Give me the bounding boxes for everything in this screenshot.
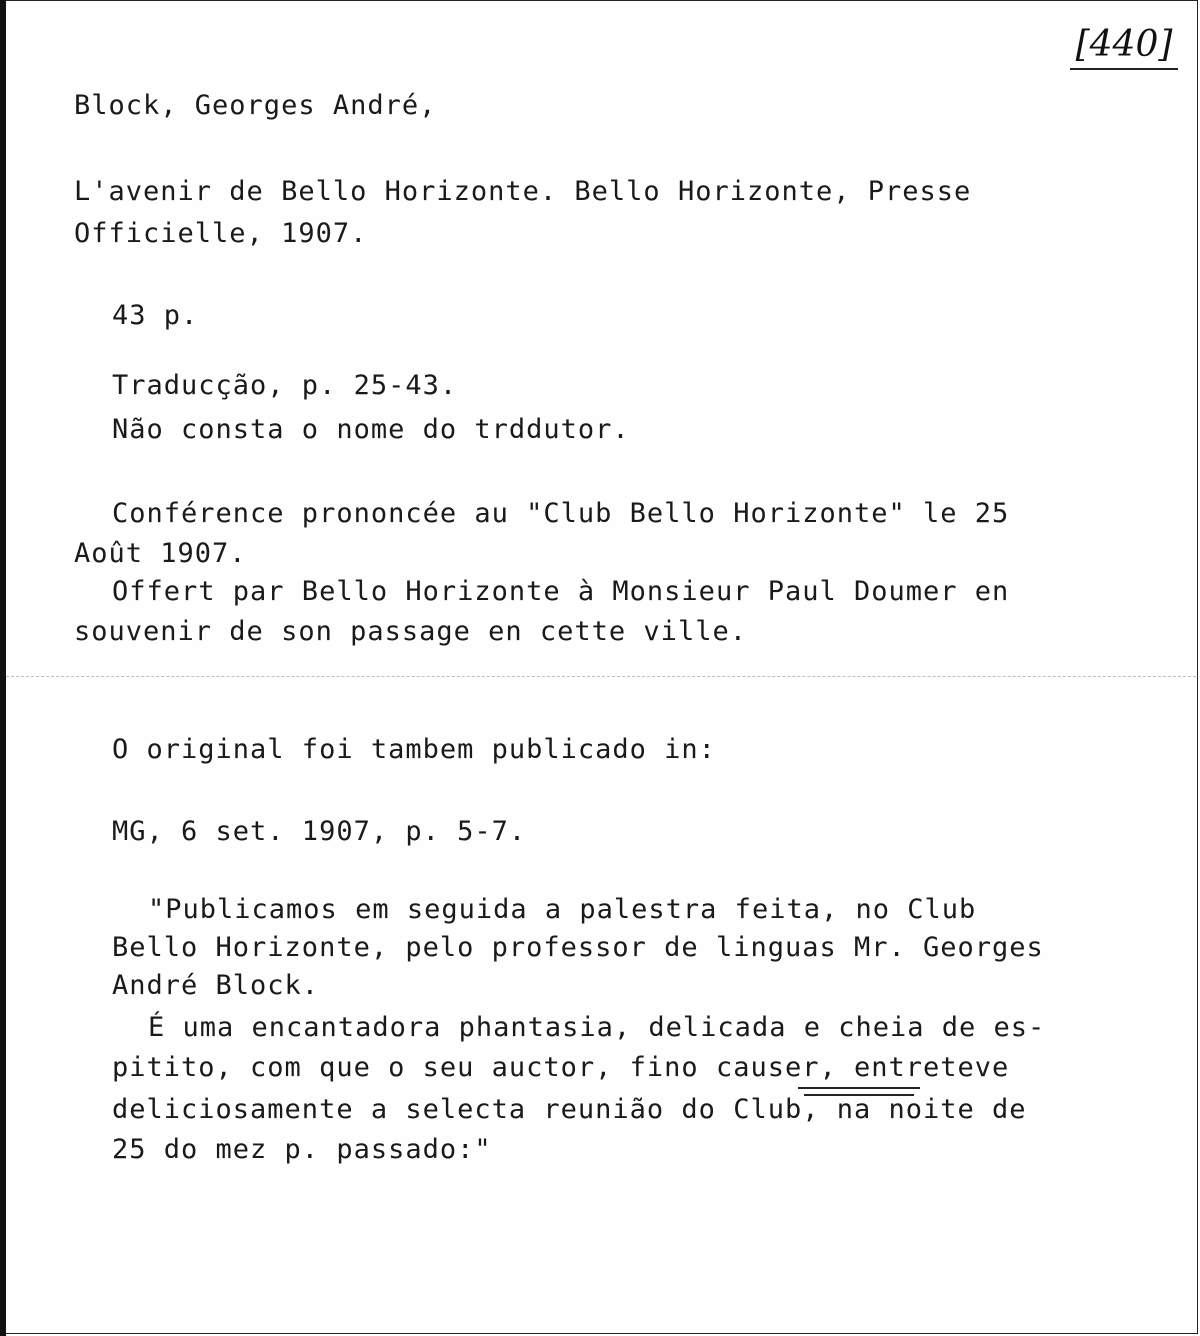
catalog-number-underline (1070, 68, 1178, 70)
card-left-edge (0, 0, 6, 1336)
card-fold-line (6, 676, 1196, 677)
offered-line-2: souvenir de son passage en cette ville. (74, 616, 747, 647)
club-overline (804, 1094, 914, 1096)
catalog-number: [440] (1075, 24, 1173, 65)
publication-intro: O original foi tambem publicado in: (112, 734, 716, 765)
quote-line-2: Bello Horizonte, pelo professor de linguas Mr. Georges (112, 932, 1044, 963)
translation-line-1: Traducção, p. 25-43. (112, 370, 458, 401)
quote-line-1: "Publicamos em seguida a palestra feita, no Club (148, 894, 977, 925)
quote-line-6: deliciosamente a selecta reunião do Club, na noite de (112, 1094, 1027, 1125)
translation-line-2: Não consta o nome do trddutor. (112, 414, 630, 445)
title-line-2: Officielle, 1907. (74, 218, 368, 249)
quote-line-7: 25 do mez p. passado:" (112, 1134, 492, 1165)
causer-underline (798, 1087, 920, 1089)
conference-line-1: Conférence prononcée au "Club Bello Horizonte" le 25 (112, 498, 1010, 529)
conference-line-2: Août 1907. (74, 538, 247, 569)
quote-line-5: pitito, com que o seu auctor, fino causer, entreteve (112, 1052, 1010, 1083)
quote-line-4: É uma encantadora phantasia, delicada e cheia de es- (148, 1012, 1046, 1043)
pages-line: 43 p. (112, 300, 199, 331)
offered-line-1: Offert par Bello Horizonte à Monsieur Paul Doumer en (112, 576, 1010, 607)
title-line-1: L'avenir de Bello Horizonte. Bello Horizonte, Presse (74, 176, 972, 207)
quote-line-3: André Block. (112, 970, 320, 1001)
author-line: Block, Georges André, (74, 90, 437, 121)
publication-reference: MG, 6 set. 1907, p. 5-7. (112, 816, 527, 847)
